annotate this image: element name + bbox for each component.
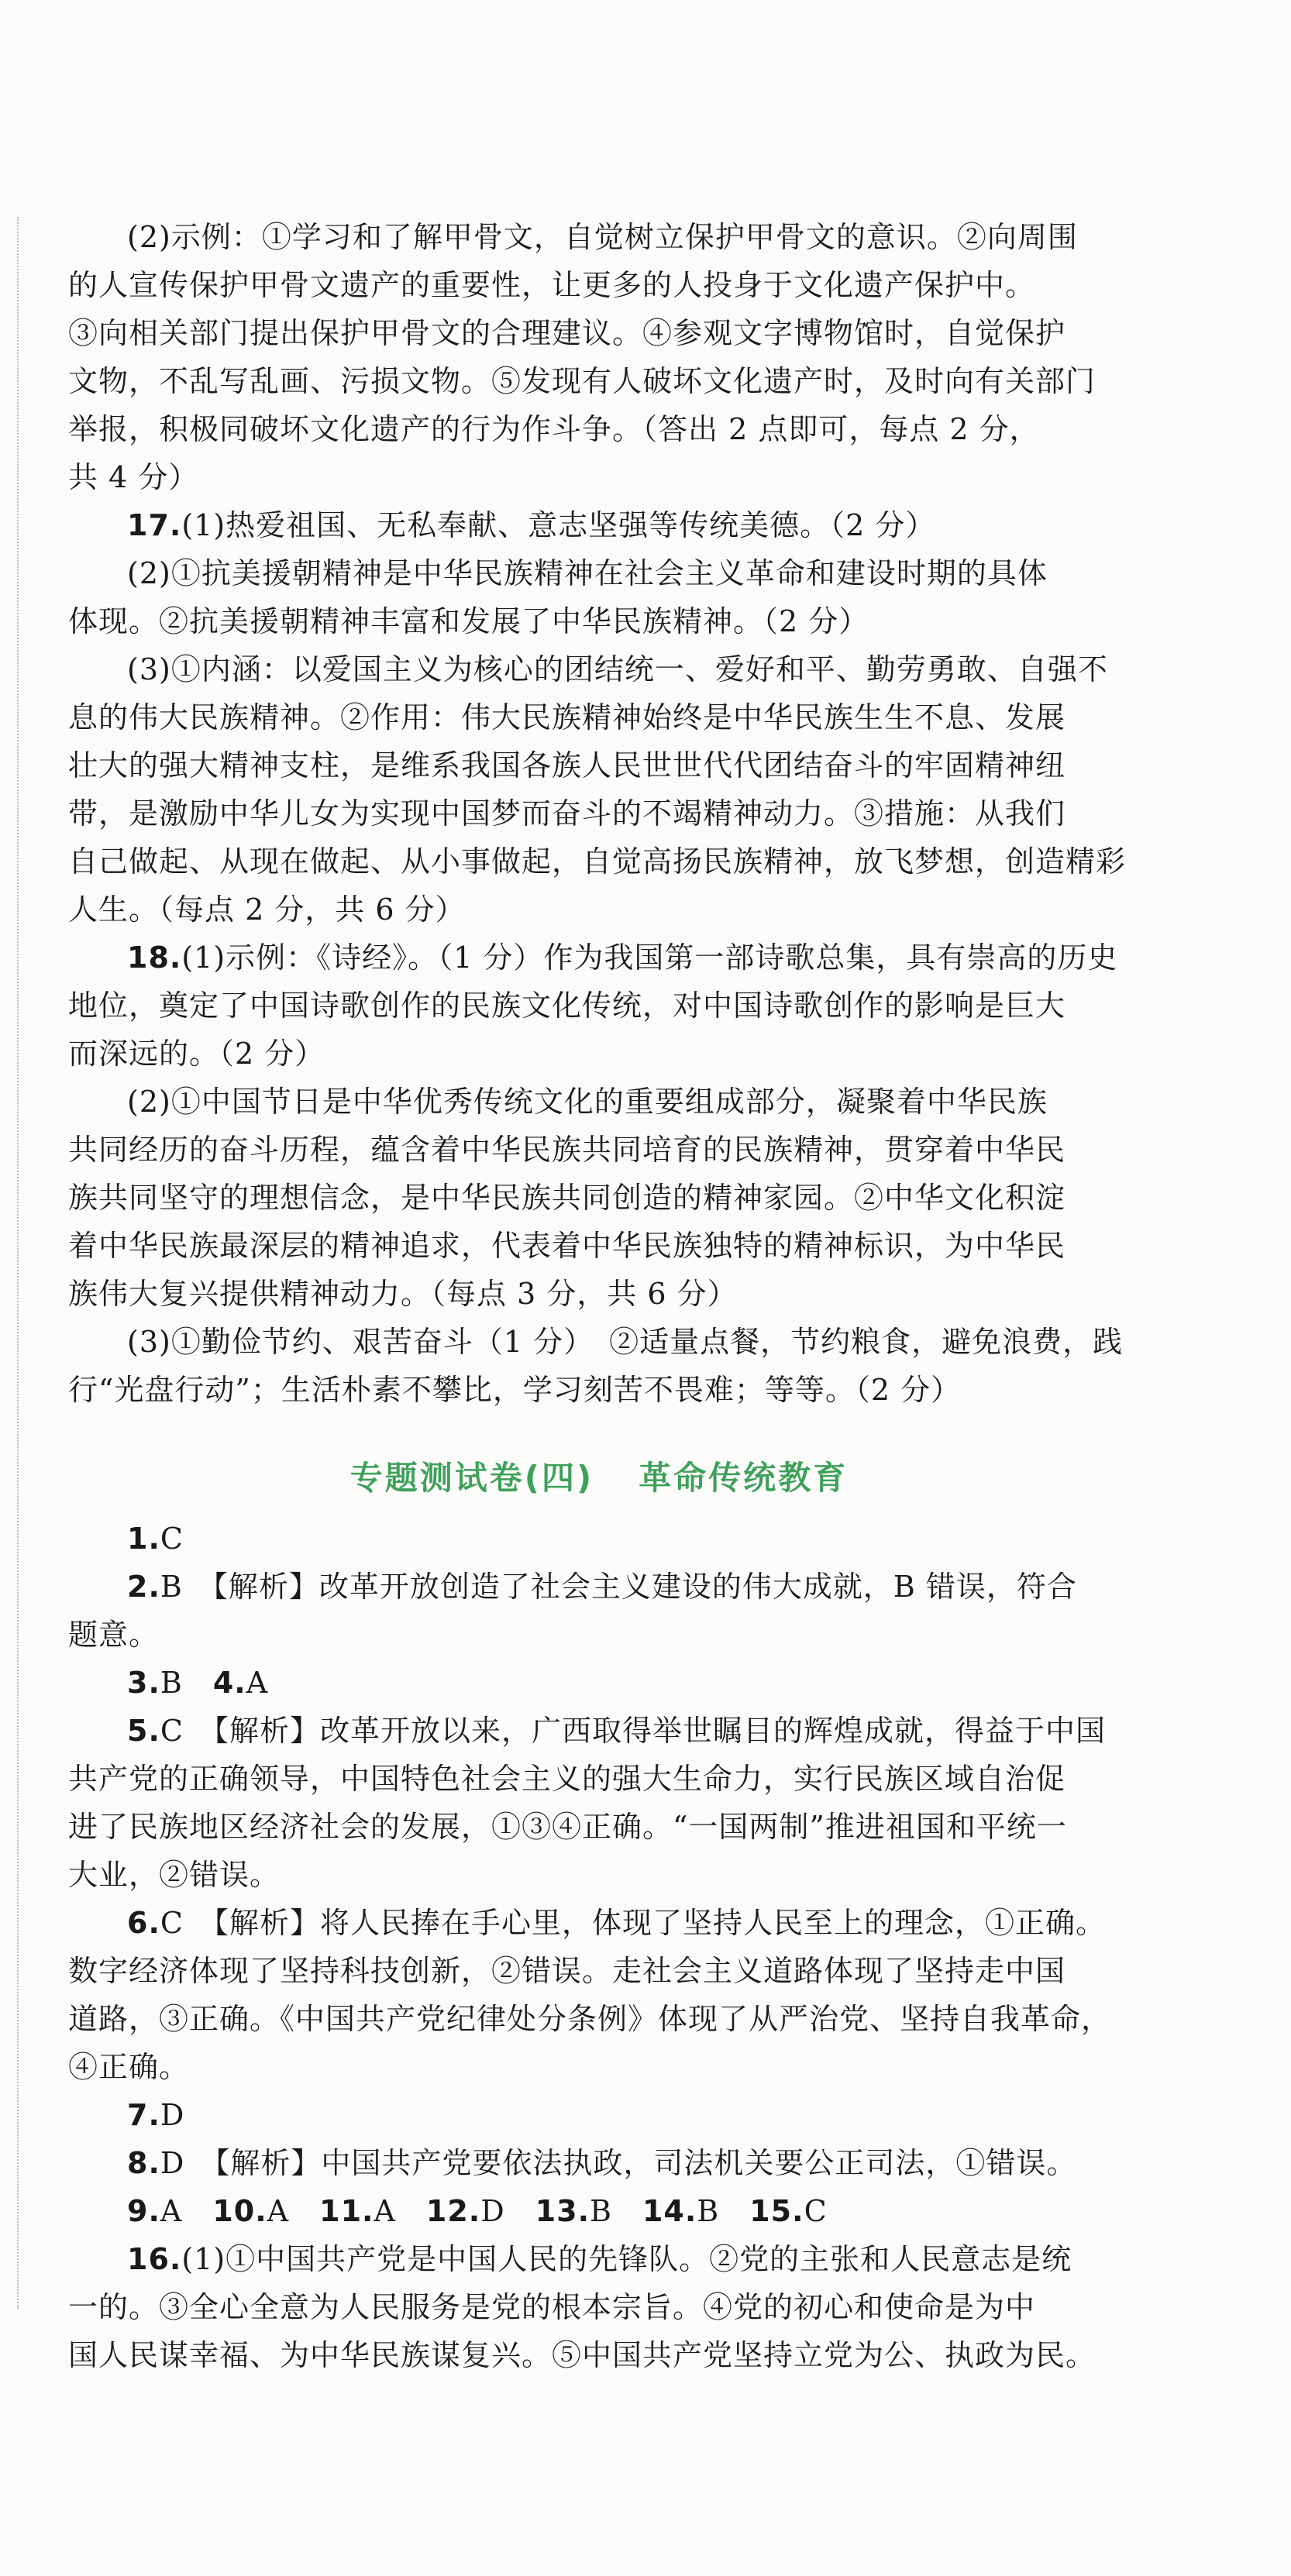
text-line [68, 1270, 1130, 1318]
question-number: 16. [127, 2242, 182, 2276]
question-number: 13. [535, 2194, 590, 2228]
question-number: 8. [127, 2146, 160, 2180]
line-text: 共 4 分） [68, 460, 199, 494]
line-text: (1)①中国共产党是中国人民的先锋队。②党的主张和人民意志是统 [181, 2242, 1072, 2276]
text-line [68, 1707, 1130, 1755]
text-line [68, 405, 1130, 453]
line-text: 的人宣传保护甲骨文遗产的重要性，让更多的人投身于文化遗产保护中。 [68, 268, 1036, 302]
line-text: B 【解析】改革开放创造了社会主义建设的伟大成就，B 错误，符合 [160, 1570, 1077, 1604]
line-text: 举报，积极同破坏文化遗产的行为作斗争。（答出 2 点即可，每点 2 分， [68, 412, 1040, 446]
text-line [68, 1611, 1130, 1659]
line-text: (1)示例：《诗经》。（1 分）作为我国第一部诗歌总集，具有崇高的历史 [181, 941, 1118, 975]
line-text: 地位，奠定了中国诗歌创作的民族文化传统，对中国诗歌创作的影响是巨大 [68, 989, 1066, 1023]
question-number: 15. [749, 2194, 804, 2228]
text-line [68, 1515, 1130, 1563]
section-title-right: 革命传统教育 [639, 1459, 849, 1497]
question-number: 10. [212, 2194, 267, 2228]
line-text: D 【解析】中国共产党要依法执政，司法机关要公正司法，①错误。 [160, 2146, 1077, 2180]
text-line [68, 2139, 1130, 2187]
line-text: ③向相关部门提出保护甲骨文的合理建议。④参观文字博物馆时，自觉保护 [68, 316, 1066, 350]
text-line [68, 2043, 1130, 2091]
question-number: 17. [127, 508, 182, 542]
text-line [68, 886, 1130, 934]
text-line [68, 1851, 1130, 1899]
line-text: 自己做起、从现在做起、从小事做起，自觉高扬民族精神，放飞梦想，创造精彩 [68, 844, 1127, 879]
text-line [68, 645, 1130, 693]
question-number: 6. [127, 1906, 160, 1940]
line-text: A [267, 2194, 320, 2228]
section-title [68, 1454, 1130, 1502]
line-text: 题意。 [68, 1618, 160, 1652]
line-text: 族共同坚守的理想信念，是中华民族共同创造的精神家园。②中华文化积淀 [68, 1181, 1066, 1215]
line-text: 带，是激励中华儿女为实现中国梦而奋斗的不竭精神动力。③措施：从我们 [68, 796, 1066, 831]
question-number: 12. [425, 2194, 481, 2228]
text-line [68, 357, 1130, 405]
text-line [68, 597, 1130, 645]
text-line [68, 1366, 1130, 1414]
question-number: 14. [642, 2194, 697, 2228]
line-text: B [697, 2194, 750, 2228]
line-text: C [160, 1522, 184, 1556]
line-text: 行“光盘行动”；生活朴素不攀比，学习刻苦不畏难；等等。（2 分） [68, 1373, 962, 1407]
text-line [68, 982, 1130, 1030]
binding-margin-line [17, 217, 19, 2309]
text-line [68, 261, 1130, 309]
line-text: B [160, 1666, 213, 1700]
text-line [68, 1659, 1130, 1707]
answers-part-2 [68, 1515, 1130, 2379]
line-text: (1)热爱祖国、无私奉献、意志坚强等传统美德。（2 分） [181, 508, 936, 542]
text-line [68, 2283, 1130, 2331]
text-line [68, 789, 1130, 837]
line-text: C [804, 2194, 828, 2228]
line-text: A [246, 1666, 269, 1700]
text-line [68, 2331, 1130, 2379]
line-text: 息的伟大民族精神。②作用：伟大民族精神始终是中华民族生生不息、发展 [68, 700, 1066, 734]
text-line [68, 1995, 1130, 2043]
question-number: 4. [212, 1666, 246, 1700]
line-text: B [590, 2194, 642, 2228]
question-number: 3. [127, 1666, 160, 1700]
text-line [68, 1030, 1130, 1078]
text-line [68, 1563, 1130, 1611]
answers-part-1 [68, 213, 1130, 1414]
text-line [68, 213, 1130, 261]
line-text: (2)示例：①学习和了解甲骨文，自觉树立保护甲骨文的意识。②向周围 [127, 220, 1078, 254]
line-text: 数字经济体现了坚持科技创新，②错误。走社会主义道路体现了坚持走中国 [68, 1954, 1066, 1988]
line-text: D [160, 2098, 185, 2132]
text-line [68, 1222, 1130, 1270]
line-text: 共产党的正确领导，中国特色社会主义的强大生命力，实行民族区域自治促 [68, 1762, 1066, 1796]
text-line [68, 453, 1130, 501]
line-text: D [480, 2194, 535, 2228]
line-text: A [160, 2194, 213, 2228]
text-line [68, 2091, 1130, 2139]
line-text: (2)①中国节日是中华优秀传统文化的重要组成部分，凝聚着中华民族 [127, 1085, 1048, 1119]
line-text: 而深远的。（2 分） [68, 1037, 325, 1071]
text-line [68, 549, 1130, 597]
text-line [68, 934, 1130, 982]
line-text: 道路，③正确。《中国共产党纪律处分条例》体现了从严治党、坚持自我革命， [68, 2002, 1112, 2036]
text-line [68, 1078, 1130, 1126]
line-text: (2)①抗美援朝精神是中华民族精神在社会主义革命和建设时期的具体 [127, 556, 1048, 590]
line-text: (3)①内涵：以爱国主义为核心的团结统一、爱好和平、勤劳勇敢、自强不 [127, 652, 1108, 686]
question-number: 9. [127, 2194, 160, 2228]
question-number: 11. [319, 2194, 374, 2228]
question-number: 2. [127, 1570, 160, 1604]
line-text: 族伟大复兴提供精神动力。（每点 3 分，共 6 分） [68, 1277, 738, 1311]
line-text: 壮大的强大精神支柱，是维系我国各族人民世世代代团结奋斗的牢固精神纽 [68, 748, 1066, 782]
line-text: 国人民谋幸福、为中华民族谋复兴。⑤中国共产党坚持立党为公、执政为民。 [68, 2338, 1096, 2372]
text-line [68, 2187, 1130, 2235]
text-line [68, 1318, 1130, 1366]
question-number: 5. [127, 1714, 160, 1748]
text-line [68, 1755, 1130, 1803]
line-text: 体现。②抗美援朝精神丰富和发展了中华民族精神。（2 分） [68, 604, 869, 638]
line-text: 一的。③全心全意为人民服务是党的根本宗旨。④党的初心和使命是为中 [68, 2290, 1036, 2324]
text-line [68, 1947, 1130, 1995]
line-text: (3)①勤俭节约、艰苦奋斗（1 分） ②适量点餐，节约粮食，避免浪费，践 [127, 1325, 1124, 1359]
section-title-left: 专题测试卷(四) [349, 1459, 594, 1497]
line-text: C 【解析】将人民捧在手心里，体现了坚持人民至上的理念，①正确。 [160, 1906, 1106, 1940]
text-line [68, 1126, 1130, 1174]
line-text: 人生。（每点 2 分，共 6 分） [68, 892, 466, 927]
line-text: 共同经历的奋斗历程，蕴含着中华民族共同培育的民族精神，贯穿着中华民 [68, 1133, 1066, 1167]
text-line [68, 741, 1130, 789]
question-number: 7. [127, 2098, 160, 2132]
text-line [68, 693, 1130, 741]
line-text: 进了民族地区经济社会的发展，①③④正确。“一国两制”推进祖国和平统一 [68, 1810, 1067, 1844]
question-number: 1. [127, 1522, 160, 1556]
text-line [68, 1803, 1130, 1851]
text-line [68, 837, 1130, 886]
page-content [68, 213, 1130, 2379]
text-line [68, 1174, 1130, 1222]
text-line [68, 501, 1130, 549]
line-text: 大业，②错误。 [68, 1858, 281, 1892]
text-line [68, 2235, 1130, 2283]
line-text: 着中华民族最深层的精神追求，代表着中华民族独特的精神标识，为中华民 [68, 1229, 1066, 1263]
question-number: 18. [127, 941, 182, 975]
line-text: 文物，不乱写乱画、污损文物。⑤发现有人破坏文化遗产时，及时向有关部门 [68, 364, 1096, 398]
line-text: C 【解析】改革开放以来，广西取得举世瞩目的辉煌成就，得益于中国 [160, 1714, 1106, 1748]
text-line [68, 309, 1130, 357]
text-line [68, 1899, 1130, 1947]
line-text: ④正确。 [68, 2050, 190, 2084]
line-text: A [374, 2194, 426, 2228]
